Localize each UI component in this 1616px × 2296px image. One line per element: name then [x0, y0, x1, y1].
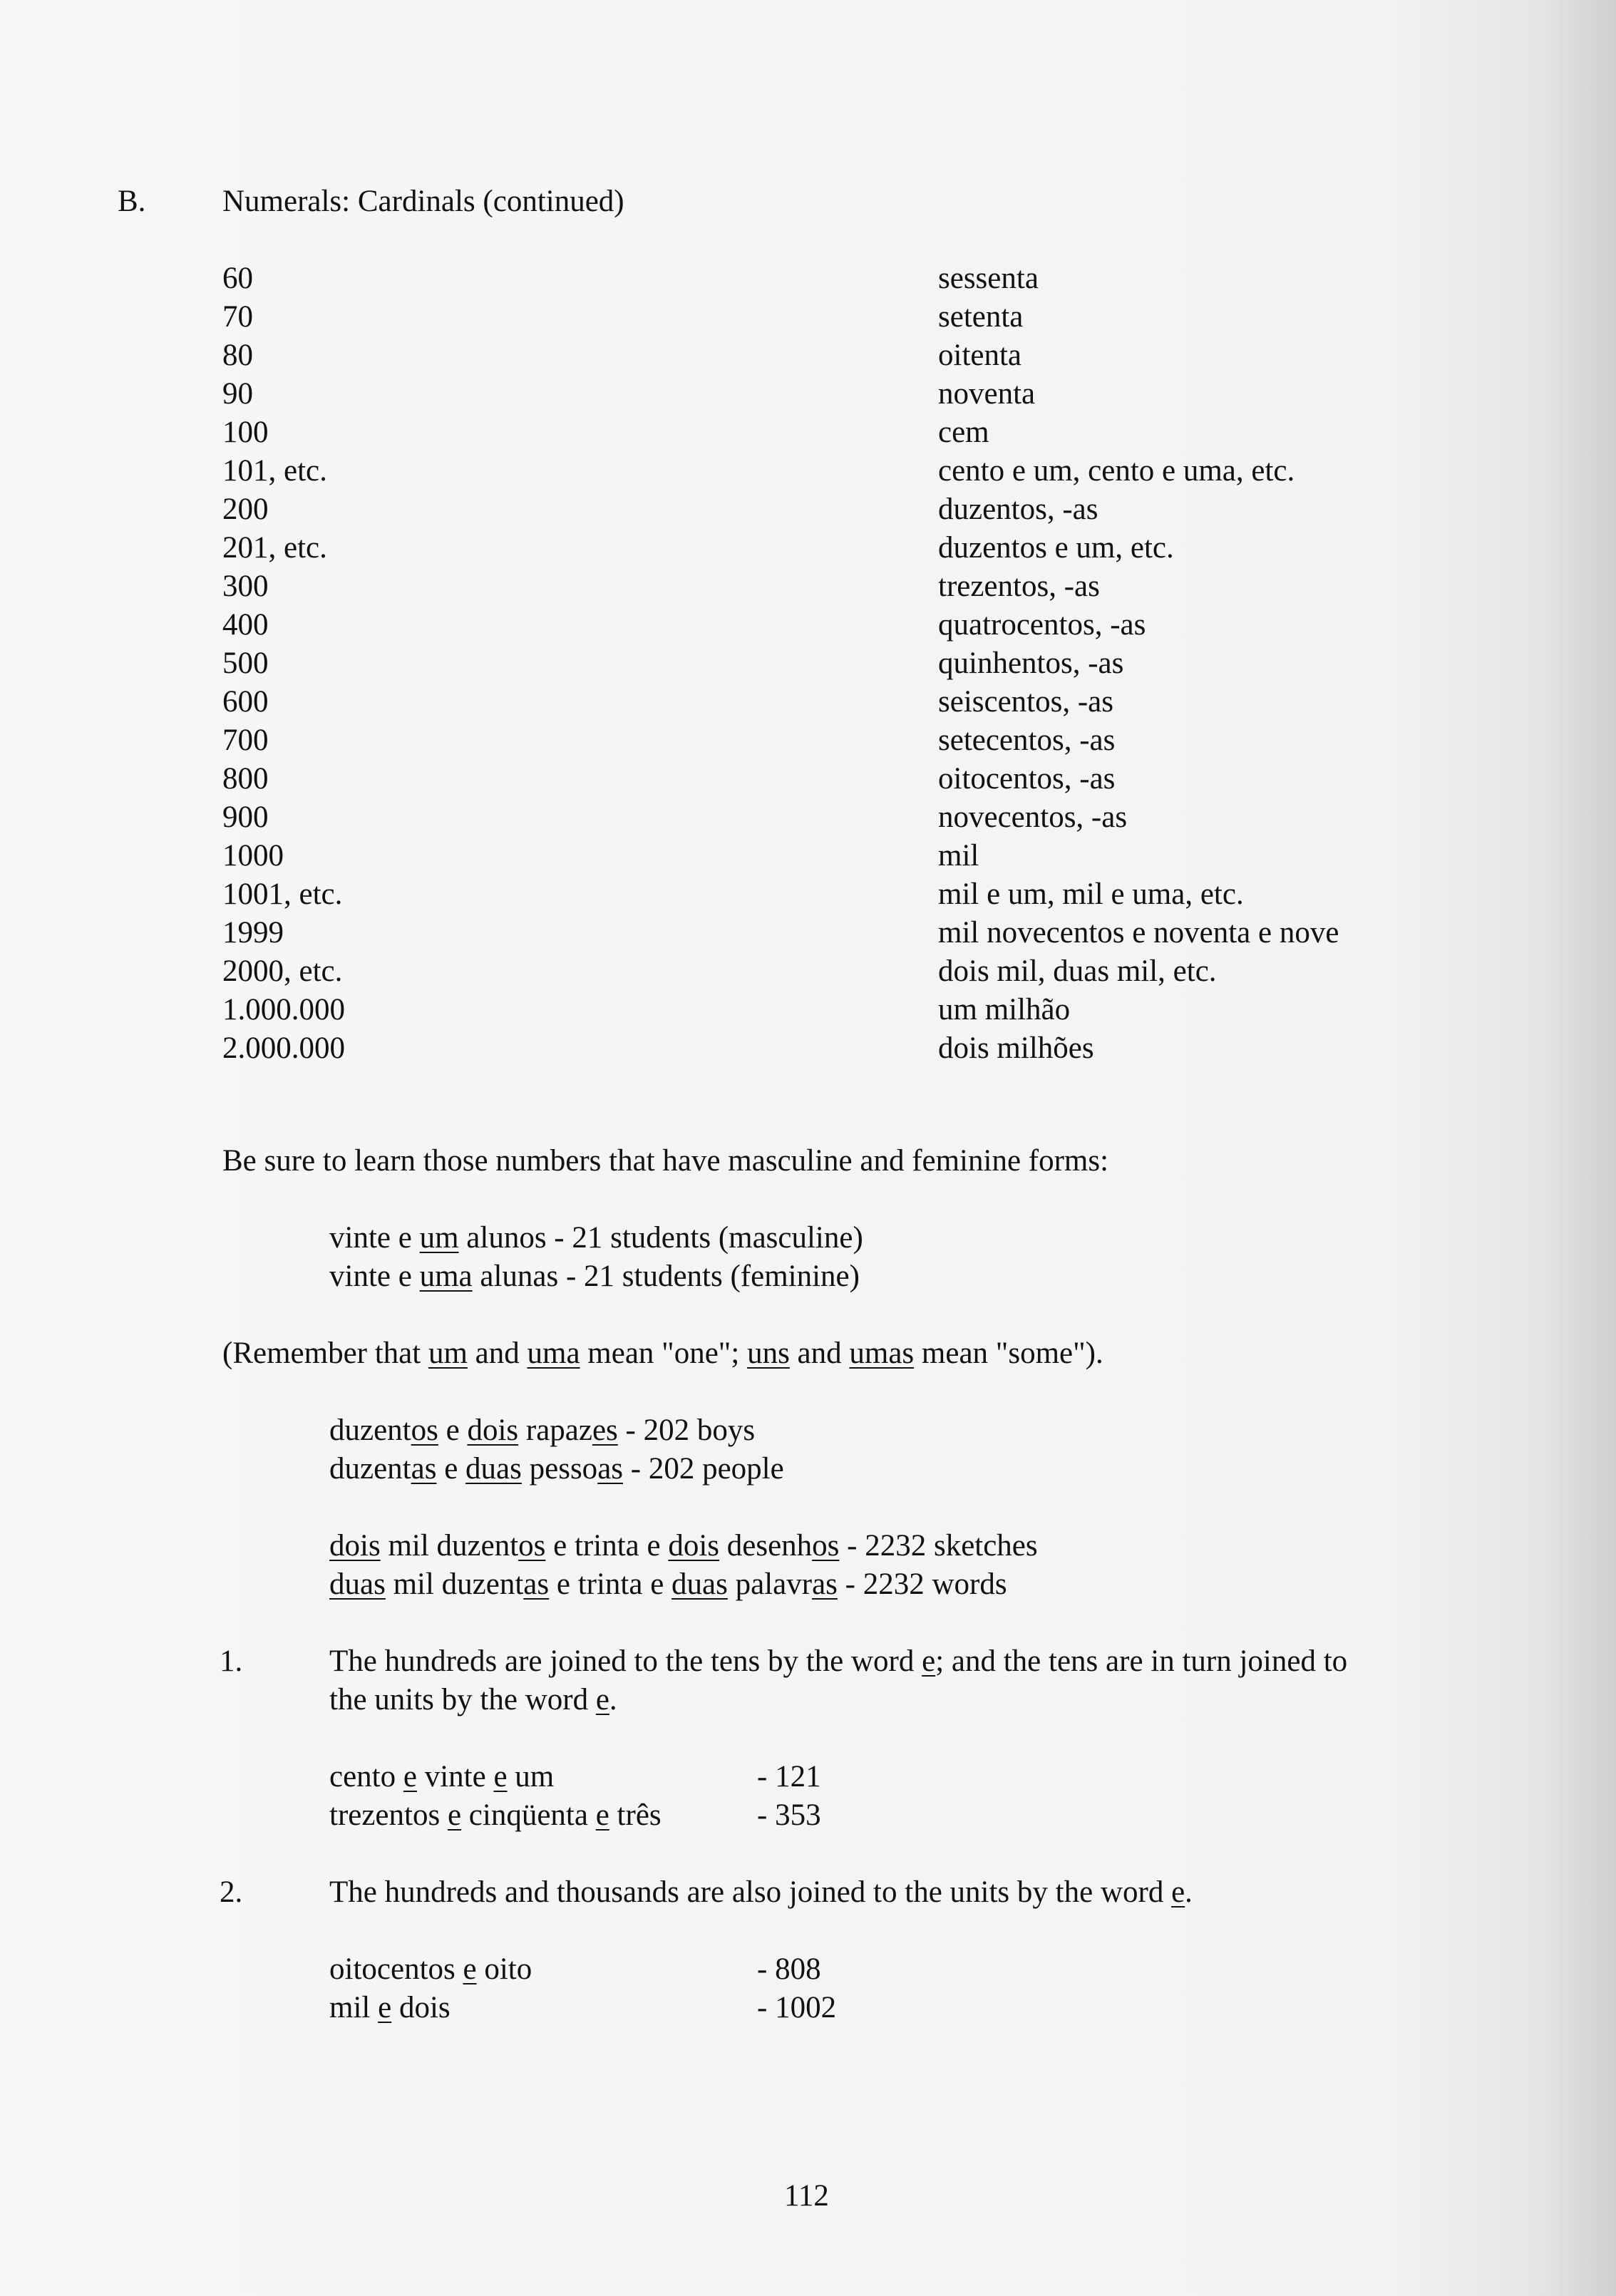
section-title: Numerals: Cardinals (continued): [222, 185, 624, 218]
rule-example: cento e vinte e um: [329, 1760, 555, 1793]
numeral-number: 90: [222, 377, 253, 411]
numeral-word: novecentos, -as: [938, 800, 1128, 834]
numeral-number: 400: [222, 608, 269, 642]
numeral-word: setecentos, -as: [938, 724, 1116, 757]
numeral-word: cem: [938, 416, 989, 449]
numeral-number: 1000: [222, 839, 284, 872]
numeral-number: 500: [222, 647, 269, 680]
numeral-number: 201, etc.: [222, 531, 327, 565]
numeral-word: trezentos, -as: [938, 570, 1100, 603]
numeral-number: 2.000.000: [222, 1031, 345, 1065]
numeral-number: 1001, etc.: [222, 877, 343, 911]
numeral-number: 2000, etc.: [222, 954, 343, 988]
numeral-number: 200: [222, 493, 269, 526]
numeral-word: oitenta: [938, 339, 1022, 372]
numeral-number: 100: [222, 416, 269, 449]
numeral-word: dois mil, duas mil, etc.: [938, 954, 1217, 988]
numeral-number: 70: [222, 300, 253, 334]
numeral-number: 1.000.000: [222, 993, 345, 1026]
rule-example: mil e dois: [329, 1991, 451, 2024]
numeral-number: 80: [222, 339, 253, 372]
page-number: 112: [784, 2179, 829, 2213]
numeral-number: 900: [222, 800, 269, 834]
rule-example-value: - 121: [757, 1760, 821, 1793]
numeral-word: oitocentos, -as: [938, 762, 1116, 796]
numeral-number: 700: [222, 724, 269, 757]
example-line: duzentas e duas pessoas - 202 people: [329, 1452, 784, 1486]
numeral-word: duzentos, -as: [938, 493, 1098, 526]
rule-example: trezentos e cinqüenta e três: [329, 1798, 662, 1832]
numeral-word: quatrocentos, -as: [938, 608, 1146, 642]
numeral-word: noventa: [938, 377, 1036, 411]
numeral-word: seiscentos, -as: [938, 685, 1113, 719]
rule-example: oitocentos e oito: [329, 1952, 532, 1986]
numeral-number: 1999: [222, 916, 284, 949]
numeral-word: cento e um, cento e uma, etc.: [938, 454, 1295, 488]
rule-text: The hundreds and thousands are also joined to the units by the word e.: [329, 1875, 1193, 1909]
numeral-number: 60: [222, 262, 253, 295]
numeral-number: 300: [222, 570, 269, 603]
example-line: vinte e uma alunas - 21 students (feminine): [329, 1260, 860, 1293]
numeral-number: 600: [222, 685, 269, 719]
numeral-word: um milhão: [938, 993, 1071, 1026]
numeral-word: dois milhões: [938, 1031, 1094, 1065]
rule-number: 1.: [220, 1644, 243, 1678]
rule-example-value: - 808: [757, 1952, 821, 1986]
rule-number: 2.: [220, 1875, 243, 1909]
numeral-word: sessenta: [938, 262, 1039, 295]
rule-text: The hundreds are joined to the tens by the word e; and the tens are in turn joined to: [329, 1644, 1348, 1678]
numeral-word: mil novecentos e noventa e nove: [938, 916, 1339, 949]
numeral-number: 800: [222, 762, 269, 796]
example-line: duzentos e dois rapazes - 202 boys: [329, 1414, 756, 1447]
example-line: duas mil duzentas e trinta e duas palavras - 2232 words: [329, 1567, 1007, 1601]
example-line: dois mil duzentos e trinta e dois desenhos - 2232 sketches: [329, 1529, 1038, 1563]
rule-example-value: - 353: [757, 1798, 821, 1832]
section-letter: B.: [118, 185, 146, 218]
rule-text: the units by the word e.: [329, 1683, 617, 1716]
numeral-word: mil e um, mil e uma, etc.: [938, 877, 1244, 911]
numeral-word: quinhentos, -as: [938, 647, 1124, 680]
remember-note: (Remember that um and uma mean "one"; uns and umas mean "some").: [222, 1337, 1103, 1370]
numeral-word: duzentos e um, etc.: [938, 531, 1174, 565]
intro-paragraph: Be sure to learn those numbers that have masculine and feminine forms:: [222, 1144, 1109, 1178]
numeral-word: setenta: [938, 300, 1024, 334]
numeral-number: 101, etc.: [222, 454, 327, 488]
rule-example-value: - 1002: [757, 1991, 837, 2024]
numeral-word: mil: [938, 839, 979, 872]
example-line: vinte e um alunos - 21 students (masculine): [329, 1221, 863, 1255]
